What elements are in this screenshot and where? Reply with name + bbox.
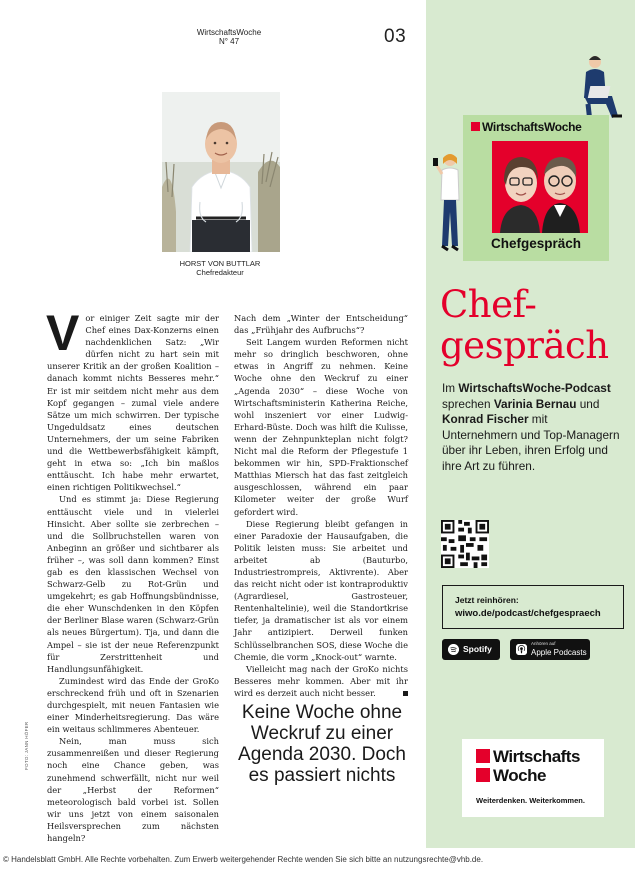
promo-logo-text: WirtschaftsWoche xyxy=(482,120,582,134)
logo-square-icon xyxy=(471,122,480,131)
portrait-photo xyxy=(162,92,280,252)
wiwo-tagline: Weiterdenken. Weiterkommen. xyxy=(476,796,585,805)
apple-small-label: Anhören auf xyxy=(531,641,556,646)
spotify-label: Spotify xyxy=(463,644,492,654)
portrait-caption xyxy=(150,259,290,277)
end-mark-icon xyxy=(403,691,408,696)
copyright-footer: © Handelsblatt GmbH. Alle Rechte vorbehalten. Zum Erwerb weitergehender Rechte wenden Sie sich bitte an nutzungsrechte@vhb.de. xyxy=(3,855,484,864)
intro-text: und xyxy=(576,396,600,411)
podcast-url-link[interactable]: wiwo.de/podcast/chefgespraech xyxy=(455,608,601,619)
intro-host: Varinia Bernau xyxy=(493,396,577,411)
podcast-promo-card xyxy=(463,115,609,261)
intro-brand: WirtschaftsWoche-Podcast xyxy=(458,381,611,395)
article-column-2 xyxy=(234,312,408,699)
qr-code-icon[interactable] xyxy=(441,520,489,568)
apple-podcasts-icon xyxy=(516,644,527,655)
author-name: HORST VON BUTTLAR xyxy=(179,259,261,268)
logo-square-icon xyxy=(476,749,490,763)
intro-text: sprechen xyxy=(442,396,494,411)
intro-text: mit Unternehmern und Top-Managern über ihr Leben, ihren Erfolg und ihre Art zu führen. xyxy=(442,412,620,473)
sidebar-title-line: gespräch xyxy=(440,324,609,367)
wiwo-logo-text: Woche xyxy=(493,766,546,785)
listen-label: Jetzt reinhören: xyxy=(455,595,519,605)
paragraph-text: Vielleicht mag nach der GroKo nichts Besseres mehr kommen. Aber mit ihr wird es derzeit auch nicht besser. xyxy=(234,663,408,698)
article-paragraph: Diese Regierung bleibt gefangen in einer Paradoxie der Hausaufgaben, die Politik leisten muss: Sie arbeitet und arbeitet ab (Bauturbo, Industriestrompreis, Aktivrente). Aber das reicht nicht oder ist kontraproduktiv (Agrardiesel, Gastrosteuer, Rentenhaltelinie), weil die Standortkrise tiefer, ja dramatischer ist als vor einem Jahr antizipiert. Derweil funken Schlüsselbranchen SOS, diese Woche die Chemie, die vorm „Knock-out“ warnte. xyxy=(234,518,408,662)
article-paragraph xyxy=(46,305,219,493)
intro-text: Im xyxy=(442,381,459,395)
hosts-illustration xyxy=(492,141,588,233)
author-role: Chefredakteur xyxy=(196,268,244,277)
sidebar-title-line: Chef- xyxy=(440,283,537,326)
spotify-icon xyxy=(448,644,459,655)
article-paragraph: Seit Langem wurden Reformen nicht mehr so dringlich beschworen, ohne etwas in Angriff zu nehmen. Keine Woche ohne den Weckruf zu einer „Agenda 2030“ – diese Woche von Wirtschaftsministerin Katherina Reiche, wohl inszeniert vor einer Ludwig-Erhard-Büste. Doch was hilft die Kulisse, wenn der Zehnpunkteplan nicht folgt? Nicht mal die Reform der Pflegestufe 1 bekommen wir hin, SPD-Fraktionschef Matthias Miersch hat das fast zeitgleich ausgeschlossen, während ein paar Kilometer weiter der große Wurf gefordert wird. xyxy=(234,337,408,517)
photo-credit: FOTO: JANN HÖFER xyxy=(24,721,29,770)
issue-number: N° 47 xyxy=(218,37,240,46)
hosts-photo xyxy=(492,141,588,233)
portrait-illustration xyxy=(162,92,280,252)
wiwo-logo-box xyxy=(462,739,604,817)
promo-logo xyxy=(471,120,582,134)
wiwo-logo-text: Wirtschafts xyxy=(493,747,580,766)
logo-square-icon xyxy=(476,768,490,782)
masthead-title: WirtschaftsWoche xyxy=(196,28,262,37)
intro-host: Konrad Fischer xyxy=(442,412,529,426)
apple-label: Apple Podcasts xyxy=(531,648,587,657)
masthead xyxy=(184,28,274,46)
apple-podcasts-button[interactable] xyxy=(510,639,590,660)
listen-box xyxy=(442,585,624,629)
article-column-1 xyxy=(46,305,219,844)
paragraph-text: or einiger Zeit sagte mir der Chef eines Dax-Konzerns einen nachdenklichen Satz: „Wir dürfen nicht zu hart sein mit unserer Kritik an der großen Koalition – danach kommt nichts Besseres mehr.“ Er ist mir seitdem nicht mehr aus dem Kopf gegangen – zumal viele andere Sätze um mich schwirren. Der typische Ungeduldsatz eines deutschen Unternehmers, der um seine Fabriken und die Wettbewerbsfähigkeit kämpft, geht in etwa so: „Ich bin maßlos enttäuscht. Ich habe mehr erwartet, einen richtigen Politikwechsel.“ xyxy=(47,313,219,493)
podcast-intro xyxy=(442,381,622,474)
article-paragraph: Nach dem „Winter der Entscheidung“ das „Frühjahr des Aufbruchs“? xyxy=(234,313,408,336)
article-paragraph: Zumindest wird das Ende der GroKo erschreckend früh und oft in Szenarien durchgespielt, mit neuen Fantasien wie einer Minderheitsregierung. Das wäre ein weitaus schlimmeres Abenteuer. xyxy=(47,675,219,735)
spotify-button[interactable] xyxy=(442,639,500,660)
woman-with-phone-illustration xyxy=(432,150,466,260)
promo-title: Chefgespräch xyxy=(490,236,582,251)
page-number: 03 xyxy=(384,26,407,47)
article-paragraph xyxy=(234,663,408,699)
wiwo-logo-line xyxy=(476,747,580,766)
pull-quote: Keine Woche ohne Weckruf zu einer Agenda 2030. Doch es passiert nichts xyxy=(238,702,406,786)
wiwo-logo-line xyxy=(476,766,546,785)
article-paragraph: Und es stimmt ja: Diese Regierung enttäuscht viele und in vielerlei Hinsicht. Aber sollte sie zerbrechen – und die Sollbruchstellen waren von Anbeginn an größer und sichtbarer als früher –, was soll dann kommen? Einst gab es den klassischen Wechsel von Schwarz-Gelb zu Rot-Grün und umgekehrt; es gab Hoffnungsbündnisse, die eher Wunschdenken in den Köpfen der Berliner Blase waren (Schwarz-Grün als neues Bürgertum). Tja, und dann die Ampel – sie ist der neue Referenzpunkt für Zerstrittenheit und Handlungsunfähigkeit. xyxy=(47,494,219,674)
drop-cap: V xyxy=(46,305,80,361)
sidebar-title xyxy=(440,284,609,366)
article-paragraph: Nein, man muss sich zusammenreißen und dieser Regierung noch eine Chance geben, was zunehmend schwerfällt, nicht nur weil der „Herbst der Reformen“ meteorologisch bald vorbei ist. Sollen wir uns jetzt von einem saisonalen Heilsversprechen zum nächsten hangeln? xyxy=(47,736,219,844)
